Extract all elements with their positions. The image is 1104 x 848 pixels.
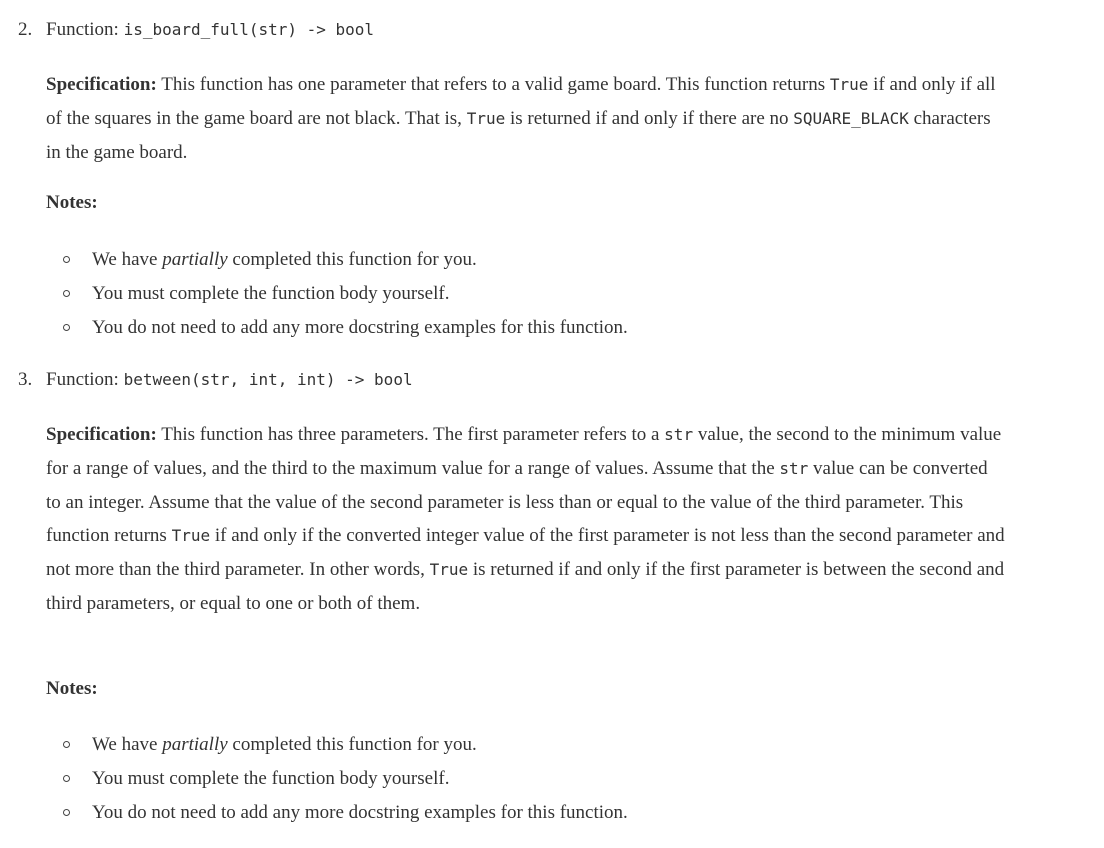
spec-text-segment: This function has one parameter that refers to a valid game board. This function returns [156, 74, 830, 95]
item-3-spec-text [46, 424, 1005, 614]
item-2-number: 2. [18, 19, 33, 40]
item-2-signature: is_board_full(str) -> bool [123, 20, 375, 39]
spec-text-segment: is returned if and only if there are no [505, 107, 794, 129]
item-2-spec-label: Specification: [46, 74, 157, 95]
bullet-circle-icon [63, 809, 70, 816]
bullet-circle-icon [63, 290, 70, 297]
item-2-function-label: Function: [46, 19, 119, 40]
spec-text-segment: This function has three parameters. The first parameter refers to a [156, 424, 665, 445]
spec-text-segment: characters in the game board. [46, 107, 991, 163]
inline-code: True [829, 75, 869, 94]
item-3-specification [46, 418, 1006, 621]
item-2-notes-label: Notes: [46, 192, 98, 213]
item-3-function-label: Function: [46, 369, 119, 390]
item-3-signature: between(str, int, int) -> bool [123, 370, 413, 389]
spec-text-segment: is returned if and only if the first parameter is between the second and third parameters, or equal to one or both of them. [46, 559, 1005, 614]
inline-code: True [466, 108, 506, 128]
inline-code: True [171, 526, 211, 546]
list-item: We have partially completed this function for you. [60, 728, 628, 762]
inline-code: SQUARE_BLACK [793, 108, 909, 128]
list-item: We have partially completed this function for you. [60, 243, 628, 277]
spec-text-segment: value can be converted to an integer. Assume that the value of the second parameter is less than or equal to the value of the third parameter. This function returns [46, 457, 988, 547]
spec-text-segment: if and only if all of the squares in the game board are not black. That is, [46, 74, 996, 129]
item-3-notes-list [60, 728, 628, 829]
list-item: You must complete the function body yourself. [60, 277, 628, 311]
list-item: You must complete the function body yourself. [60, 762, 628, 796]
bullet-circle-icon [63, 324, 70, 331]
bullet-circle-icon [63, 775, 70, 782]
item-3-number: 3. [18, 369, 33, 390]
list-item: You do not need to add any more docstring examples for this function. [60, 311, 628, 345]
item-3-heading [18, 369, 413, 391]
spec-text-segment: value, the second to the minimum value for a range of values, and the third to the maximum value for a range of values. Assume that the [46, 424, 1002, 479]
bullet-circle-icon [63, 256, 70, 263]
item-3-spec-label: Specification: [46, 424, 157, 445]
list-item: You do not need to add any more docstring examples for this function. [60, 796, 628, 830]
item-3-notes-label: Notes: [46, 678, 98, 699]
inline-code: str [664, 425, 694, 444]
item-2-specification [46, 68, 1006, 169]
inline-code: str [779, 458, 809, 478]
bullet-circle-icon [63, 741, 70, 748]
spec-text-segment: if and only if the converted integer value of the first parameter is not less than the second parameter and not more than the third parameter. In other words, [46, 525, 1005, 581]
item-2-notes-list [60, 243, 628, 344]
item-2-heading [18, 19, 374, 41]
inline-code: True [429, 560, 469, 580]
item-2-spec-text [46, 74, 996, 163]
